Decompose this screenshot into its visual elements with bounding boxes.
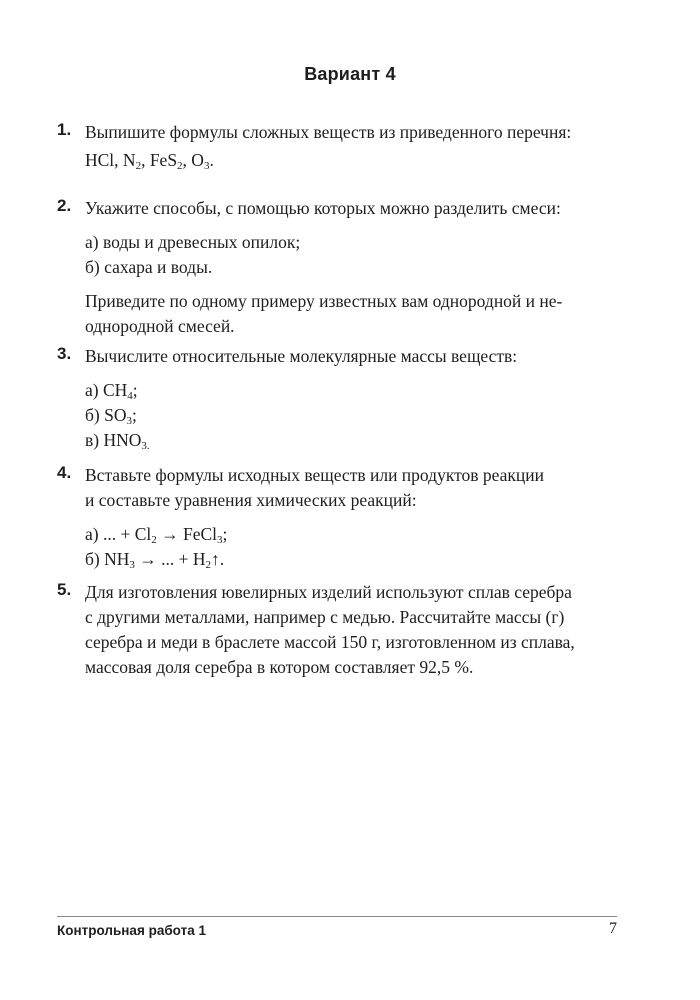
list-item: а) воды и древесных опилок; (85, 232, 301, 252)
task-number: 2. (57, 196, 72, 215)
page-title: Вариант 4 (304, 64, 396, 84)
footer-divider (57, 916, 617, 917)
list-item: в) $HNO_{3.}$ (85, 430, 150, 452)
task-5 (57, 580, 617, 680)
list-item: б) сахара и воды. (85, 257, 213, 277)
formula-line: HCl, $N_2$, FeS$_2$, $O_3$. (85, 150, 214, 172)
task-1 (57, 120, 617, 173)
footer-section-title: Контрольная работа 1 (57, 923, 206, 938)
task-4 (57, 463, 617, 572)
task-number: 4. (57, 463, 72, 482)
task-text: массовая доля серебра в котором составляет 92,5 %. (85, 657, 474, 677)
task-number: 1. (57, 120, 72, 139)
task-2 (57, 196, 617, 339)
task-number: 3. (57, 344, 72, 363)
task-text: Вставьте формулы исходных веществ или продуктов реакции (85, 465, 544, 485)
task-text: Укажите способы, с помощью которых можно разделить смеси: (85, 198, 561, 218)
task-text: Вычислите относительные молекулярные массы веществ: (85, 346, 518, 366)
task-text: и составьте уравнения химических реакций: (85, 490, 417, 510)
page-number: 7 (609, 920, 617, 937)
task-text: однородной смесей. (85, 316, 235, 336)
equation-line: а) ... + $Cl_2$ → FeCl$_3$; (85, 524, 228, 546)
task-number: 5. (57, 580, 72, 599)
task-text: серебра и меди в браслете массой 150 г, изготовленном из сплава, (85, 632, 575, 652)
list-item: б) $SO_3$; (85, 405, 137, 427)
task-text: Выпишите формулы сложных веществ из приведенного перечня: (85, 122, 572, 142)
equation-line: б) $NH_3$ → ... + $H_2↑$. (85, 549, 225, 571)
task-text: Приведите по одному примеру известных вам однородной и не- (85, 291, 563, 311)
list-item: а) $CH_4$; (85, 380, 138, 402)
task-3 (57, 344, 617, 453)
task-text: Для изготовления ювелирных изделий используют сплав серебра (85, 582, 572, 602)
task-text: с другими металлами, например с медью. Рассчитайте массы (г) (85, 607, 565, 627)
